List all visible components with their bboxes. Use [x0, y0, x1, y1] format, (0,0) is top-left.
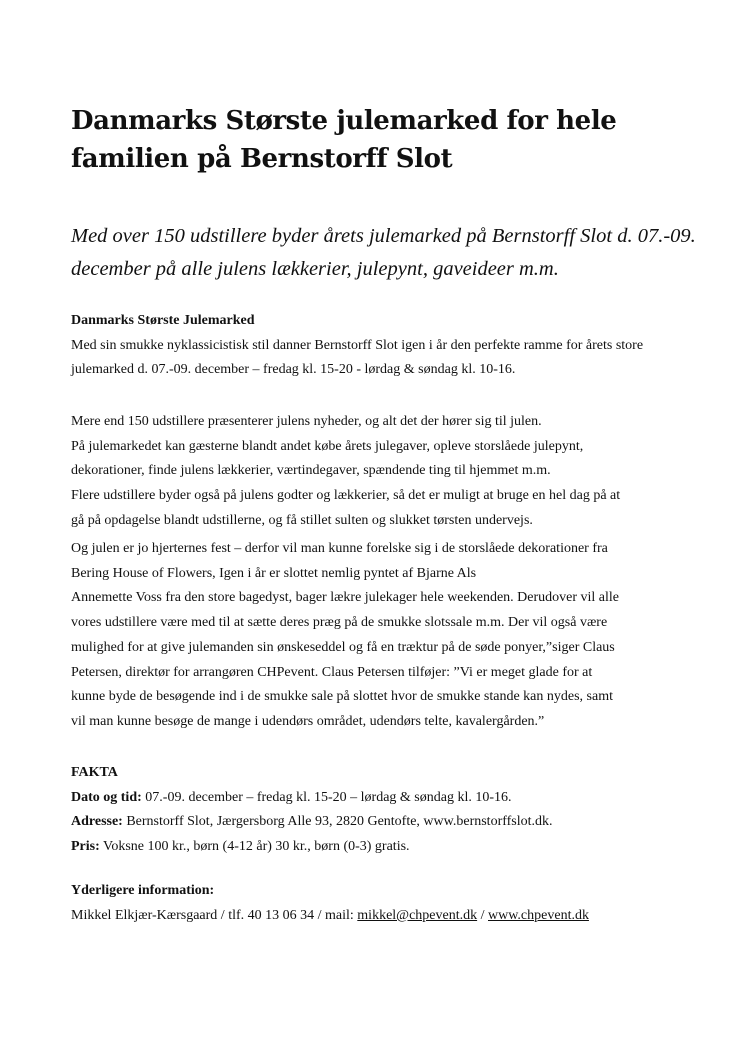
- price-label: Pris:: [71, 839, 100, 855]
- paragraph-line: gå på opdagelse blandt udstillerne, og få stillet sulten og slukket tørsten undervejs.: [71, 512, 533, 528]
- address-value: Bernstorff Slot, Jærgersborg Alle 93, 2820 Gentofte, www.bernstorffslot.dk.: [122, 814, 553, 830]
- paragraph-line: Flere udstillere byder også på julens godter og lækkerier, så det er muligt at bruge en hel dag på at: [71, 488, 621, 504]
- date-label: Dato og tid:: [71, 789, 142, 805]
- paragraph-line: Annemette Voss fra den store bagedyst, bager lækre julekager hele weekenden. Derudover vil alle: [71, 590, 620, 606]
- more-info-heading: Yderligere information:: [71, 883, 215, 898]
- more-info-section: [71, 879, 696, 928]
- website-link[interactable]: www.chpevent.dk: [488, 907, 589, 923]
- paragraph-line: Bering House of Flowers, Igen i år er slottet nemlig pyntet af Bjarne Als: [71, 565, 477, 581]
- paragraph-line: Og julen er jo hjerternes fest – derfor vil man kunne forelske sig i de storslåede dekorationer fra: [71, 541, 608, 556]
- paragraph-line: Med sin smukke nyklassicistisk stil danner Bernstorff Slot igen i år den perfekte ramme for årets store: [71, 337, 644, 353]
- section-udstillere: [71, 410, 696, 534]
- section-heading: Danmarks Største Julemarked: [71, 313, 255, 328]
- fakta-heading: FAKTA: [71, 765, 118, 780]
- paragraph-line: På julemarkedet kan gæsterne blandt andet købe årets julegaver, opleve storslåede julepynt,: [71, 438, 584, 454]
- contact-separator: /: [477, 907, 488, 923]
- paragraph-line: dekorationer, finde julens lækkerier, værtindegaver, spændende ting til hjemmet m.m.: [71, 463, 551, 479]
- section-julemarked: [71, 309, 696, 383]
- price-value: Voksne 100 kr., børn (4-12 år) 30 kr., børn (0-3) gratis.: [99, 839, 410, 855]
- paragraph-line: Petersen, direktør for arrangøren CHPevent. Claus Petersen tilføjer: ”Vi er meget glade for at: [71, 664, 593, 680]
- paragraph-line: julemarked d. 07.-09. december – fredag kl. 15-20 - lørdag & søndag kl. 10-16.: [71, 362, 516, 378]
- address-label: Adresse:: [71, 814, 123, 830]
- page-title: Danmarks Største julemarked for hele familien på Bernstorff Slot: [71, 106, 617, 174]
- paragraph-line: kunne byde de besøgende ind i de smukke sale på slottet hvor de smukke stande kan nydes, samt: [71, 689, 613, 705]
- section-hjerternes-fest: [71, 537, 696, 735]
- fakta-date: [71, 786, 696, 811]
- lead-paragraph: Med over 150 udstillere byder årets julemarked på Bernstorff Slot d. 07.-09. december på alle julens lækkerier, julepynt, gaveideer m.m.: [71, 225, 696, 280]
- contact-prefix: Mikkel Elkjær-Kærsgaard / tlf. 40 13 06 34 / mail:: [71, 907, 358, 923]
- paragraph-line: mulighed for at give julemanden sin ønskeseddel og få en træktur på de søde ponyer,”siger Claus: [71, 639, 615, 655]
- paragraph-line: vores udstillere være med til at sætte deres præg på de smukke slotssale m.m. Der vil også være: [71, 615, 608, 631]
- fakta-price: [71, 835, 696, 860]
- contact-line: [71, 904, 696, 929]
- paragraph-line: Mere end 150 udstillere præsenterer julens nyheder, og alt det der hører sig til julen.: [71, 414, 542, 429]
- date-value: 07.-09. december – fredag kl. 15-20 – lørdag & søndag kl. 10-16.: [141, 789, 512, 805]
- fakta-section: [71, 761, 696, 860]
- email-link[interactable]: mikkel@chpevent.dk: [357, 907, 478, 923]
- fakta-address: [71, 810, 696, 835]
- paragraph-line: vil man kunne besøge de mange i udendørs området, udendørs telte, kavalergården.”: [71, 713, 545, 729]
